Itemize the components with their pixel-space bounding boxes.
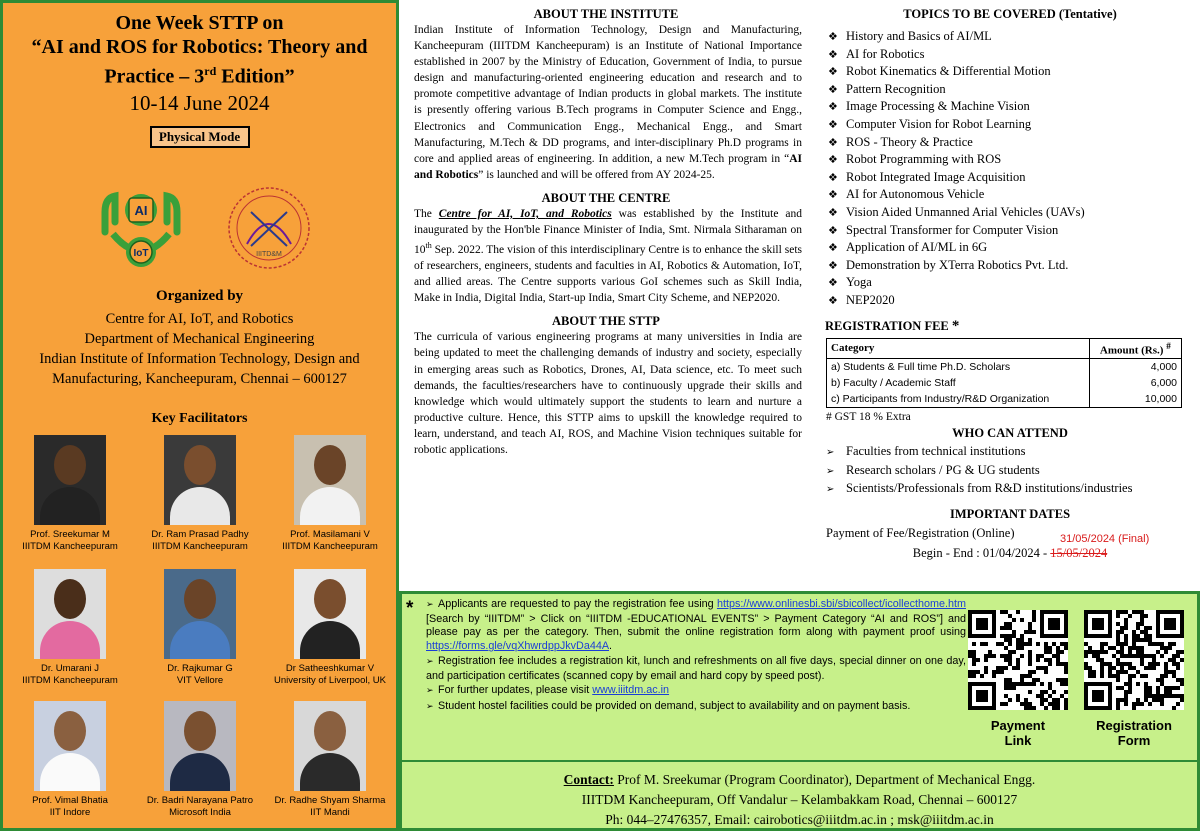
topic-item xyxy=(828,98,1200,116)
note-3-pre: For further updates, please visit xyxy=(438,684,593,697)
topic-item xyxy=(828,186,1200,204)
facilitator-card xyxy=(265,569,395,687)
ai-iot-logo xyxy=(95,182,187,274)
facilitator-photo xyxy=(34,701,106,791)
title-line-2: “AI and ROS for Robotics: Theory and xyxy=(31,36,368,58)
begin-end-text: Begin - End : 01/04/2024 - xyxy=(912,545,1051,560)
registration-qr-code[interactable] xyxy=(1084,610,1184,710)
facilitator-card xyxy=(135,435,265,553)
registration-form-label xyxy=(1084,718,1184,748)
fee-amount: 6,000 xyxy=(1089,375,1181,391)
fee-amount: 4,000 xyxy=(1089,359,1181,376)
topic-item xyxy=(828,46,1200,64)
facilitator-card xyxy=(135,569,265,687)
topic-item xyxy=(828,204,1200,222)
begin-end-line xyxy=(820,546,1200,561)
note-payment xyxy=(426,598,966,654)
left-panel xyxy=(0,0,399,831)
facilitator-photo xyxy=(164,435,236,525)
fee-amount: 10,000 xyxy=(1089,391,1181,408)
diamond-bullet-icon: ❖ xyxy=(828,100,838,114)
title-line-3-pre: Practice – 3 xyxy=(104,65,205,88)
diamond-bullet-icon: ❖ xyxy=(828,153,838,167)
logo-iiitdm-text: IIITD&M xyxy=(256,251,282,258)
fee-col-category: Category xyxy=(827,338,1090,359)
diamond-bullet-icon: ❖ xyxy=(828,276,838,290)
who-can-attend-list xyxy=(820,443,1200,499)
facilitator-card xyxy=(5,435,135,553)
topic-label: Pattern Recognition xyxy=(846,81,946,96)
notes-star: * xyxy=(406,598,414,619)
fee-row xyxy=(827,391,1182,408)
note-1-mid: [Search by “IIITDM” > Click on “IIITDM -EDUCATIONAL EVENTS” > Payment Category “AI and ROS”] and please pay as per the category. Then, submit the online registration form along with payment proof using xyxy=(426,612,966,639)
topic-label: Spectral Transformer for Computer Vision xyxy=(846,222,1059,237)
topic-label: NEP2020 xyxy=(846,292,895,307)
topic-item xyxy=(828,116,1200,134)
struck-date: 15/05/2024 xyxy=(1050,545,1108,560)
topic-label: Image Processing & Machine Vision xyxy=(846,99,1030,114)
diamond-bullet-icon: ❖ xyxy=(828,188,838,202)
facilitator-affiliation: IIITDM Kancheepuram xyxy=(22,675,118,686)
org-line-3: Indian Institute of Information Technology, Design and xyxy=(39,351,360,367)
diamond-bullet-icon: ❖ xyxy=(828,223,838,237)
payment-line-text: Payment of Fee/Registration (Online) xyxy=(826,525,1015,540)
topic-item xyxy=(828,81,1200,99)
contact-line-1 xyxy=(402,770,1197,790)
fee-category: a) Students & Full time Ph.D. Scholars xyxy=(831,361,1011,374)
logo-ai-text: AI xyxy=(134,203,148,218)
diamond-bullet-icon: ❖ xyxy=(828,241,838,255)
title-line-3-post: Edition” xyxy=(216,65,295,88)
arrow-icon: ➢ xyxy=(426,701,434,712)
fee-category: b) Faculty / Academic Staff xyxy=(831,377,956,390)
notes-section xyxy=(406,598,966,716)
attendee-item xyxy=(826,480,1200,499)
facilitator-card xyxy=(5,569,135,687)
about-centre-post: Sep. 2022. The vision of this interdisciplinary Centre is to enhance the skill sets of researchers, engineers, students and faculties in AI, Robotics & Automation, IoT, and allied areas. The Centre supports various GoI schemes such as Skill India, Make in India, Digital India, Start-up India, Smart City Scheme, and NEP2020. xyxy=(414,243,802,305)
title-line-3 xyxy=(3,59,396,89)
about-institute-heading: ABOUT THE INSTITUTE xyxy=(533,7,679,21)
topic-item xyxy=(828,239,1200,257)
facilitator-name: Dr. Badri Narayana Patro xyxy=(146,795,254,806)
topics-heading: TOPICS TO BE COVERED (Tentative) xyxy=(903,7,1117,21)
notes-list xyxy=(426,598,966,715)
payment-label-1: Payment xyxy=(990,718,1046,733)
event-dates: 10-14 June 2024 xyxy=(129,90,270,115)
about-centre-text xyxy=(404,206,808,306)
facilitator-name: Prof. Sreekumar M xyxy=(30,529,110,540)
about-institute-text xyxy=(404,22,808,183)
topic-item xyxy=(828,257,1200,275)
diamond-bullet-icon: ❖ xyxy=(828,30,838,43)
mode-badge: Physical Mode xyxy=(150,126,250,148)
topic-label: Vision Aided Unmanned Arial Vehicles (UAVs) xyxy=(846,204,1085,219)
topic-item xyxy=(828,134,1200,152)
organizer-details xyxy=(3,309,396,389)
facilitator-name: Dr Satheeshkumar V xyxy=(285,663,375,674)
registration-label-1: Registration xyxy=(1096,718,1172,733)
registration-fee-heading xyxy=(820,318,1200,335)
flyer-title xyxy=(3,11,396,89)
topic-item xyxy=(828,222,1200,240)
facilitator-affiliation: VIT Vellore xyxy=(176,675,224,686)
facilitator-card xyxy=(135,701,265,819)
topic-label: AI for Autonomous Vehicle xyxy=(846,187,985,202)
diamond-bullet-icon: ❖ xyxy=(828,293,838,307)
about-institute-bold: AI and Robotics xyxy=(414,152,802,181)
topic-item xyxy=(828,151,1200,169)
facilitator-name: Prof. Vimal Bhatia xyxy=(32,795,108,806)
payment-link-label xyxy=(968,718,1068,748)
fee-col-amount xyxy=(1089,338,1181,359)
diamond-bullet-icon: ❖ xyxy=(828,82,838,96)
fee-row xyxy=(827,359,1182,376)
about-sttp-heading: ABOUT THE STTP xyxy=(552,314,660,329)
facilitator-card xyxy=(5,701,135,819)
facilitator-card xyxy=(265,701,395,819)
sbi-collect-link[interactable]: https://www.onlinesbi.sbi/sbicollect/icollecthome.htm xyxy=(716,598,966,610)
facilitator-affiliation: IIITDM Kancheepuram xyxy=(22,541,118,552)
attendee-label: Research scholars / PG & UG students xyxy=(846,462,1040,477)
topic-label: History and Basics of AI/ML xyxy=(846,29,992,43)
facilitator-name: Dr. Umarani J xyxy=(40,663,100,674)
arrow-icon: ➢ xyxy=(826,465,835,477)
fee-col-amount-label: Amount (Rs.) xyxy=(1099,344,1164,357)
topic-item xyxy=(828,63,1200,81)
arrow-icon: ➢ xyxy=(826,447,835,459)
note-fee-includes xyxy=(426,655,966,683)
about-sttp-text: The curricula of various engineering programs at many universities in India are being updated to meet the challenging demands of industry and society, especially in emerging areas such as Robotics, Drones, AI, Data science, etc. To meet such demands, the faculties/researchers have to continuously upgrade their skills and knowledge which would ultimately support the students to learn and nurture a productive culture. Hence, this STTP aims to upskill the knowledge required to learn, understand, and teach AI, ROS, and Machine Vision techniques suitable for robotic applications. xyxy=(414,331,802,456)
about-institute-pre: Indian Institute of Information Technology, Design and Manufacturing, Kancheepuram (IIITDM Kancheepuram) is an Institute of National Importance established in 2007 by the Ministry of Education, Government of India, to pursue design and manufacturing-oriented engineering education and research and to promote competitive advantage of Indian products in global markets. The institute is presently offering various B.Tech programs in Computer Science and Engg., Electronics and Communication Engg., Mechanical Engg., and Smart Manufacturing, M.Tech & DD programs, and inter-disciplinary Ph.D programs in core and applied areas of engineering. In addition, a new M.Tech program in “ xyxy=(414,24,802,165)
gst-note: # GST 18 % Extra xyxy=(826,411,911,424)
contact-line-3: Ph: 044–27476357, Email: cairobotics@iiitdm.ac.in ; msk@iiitdm.ac.in xyxy=(605,812,994,827)
facilitator-affiliation: IIT Mandi xyxy=(310,807,350,818)
organized-by-heading: Organized by xyxy=(155,288,244,304)
topic-item xyxy=(828,169,1200,187)
topic-label: Robot Integrated Image Acquisition xyxy=(846,169,1026,184)
note-1-post: . xyxy=(609,640,613,653)
facilitator-photo xyxy=(34,435,106,525)
logos-row xyxy=(3,178,396,278)
facilitator-affiliation: IIT Indore xyxy=(49,807,91,818)
note-hostel xyxy=(426,700,966,715)
facilitator-name: Prof. Masilamani V xyxy=(290,529,370,540)
arrow-icon: ➢ xyxy=(426,656,434,667)
fee-table-body xyxy=(827,359,1182,408)
diamond-bullet-icon: ❖ xyxy=(828,258,838,272)
about-centre-pre: The xyxy=(414,207,439,220)
registration-fee-star: * xyxy=(951,317,960,334)
topic-label: Robot Kinematics & Differential Motion xyxy=(846,64,1051,79)
arrow-icon: ➢ xyxy=(426,686,434,697)
payment-date-line xyxy=(820,525,1200,545)
contact-line-2: IIITDM Kancheepuram, Off Vandalur – Kelambakkam Road, Chennai – 600127 xyxy=(581,792,1018,807)
about-centre-heading: ABOUT THE CENTRE xyxy=(541,190,671,205)
topic-label: Application of AI/ML in 6G xyxy=(846,240,988,255)
facilitator-name: Dr. Rajkumar G xyxy=(167,663,233,674)
facilitator-affiliation: IIITDM Kancheepuram xyxy=(282,541,378,552)
final-date: 31/05/2024 (Final) xyxy=(1060,532,1150,545)
contact-label: Contact: xyxy=(563,772,614,787)
iiitdm-website-link[interactable]: www.iiitdm.ac.in xyxy=(592,684,670,697)
facilitator-photo xyxy=(294,701,366,791)
attendee-item xyxy=(826,462,1200,481)
fee-col-amount-mark: # xyxy=(1166,340,1171,351)
fee-row xyxy=(827,375,1182,391)
topic-item xyxy=(828,292,1200,310)
facilitator-photo xyxy=(164,569,236,659)
fee-table-header xyxy=(827,338,1182,359)
who-can-attend-heading: WHO CAN ATTEND xyxy=(952,426,1068,441)
org-line-4: Manufacturing, Kancheepuram, Chennai – 600127 xyxy=(52,371,347,387)
facilitator-photo xyxy=(164,701,236,791)
payment-qr-code[interactable] xyxy=(968,610,1068,710)
contact-line-1-text: Prof M. Sreekumar (Program Coordinator), Department of Mechanical Engg. xyxy=(613,772,1036,787)
diamond-bullet-icon: ❖ xyxy=(828,135,838,149)
facilitator-photo xyxy=(294,435,366,525)
attendee-label: Scientists/Professionals from R&D institutions/industries xyxy=(846,481,1133,496)
facilitator-photo xyxy=(34,569,106,659)
facilitator-card xyxy=(265,435,395,553)
attendee-label: Faculties from technical institutions xyxy=(846,444,1026,459)
fee-category: c) Participants from Industry/R&D Organization xyxy=(831,393,1050,406)
facilitator-photo xyxy=(294,569,366,659)
diamond-bullet-icon: ❖ xyxy=(828,117,838,131)
diamond-bullet-icon: ❖ xyxy=(828,47,838,61)
topic-label: Computer Vision for Robot Learning xyxy=(846,116,1032,131)
contact-section xyxy=(402,760,1197,830)
facilitator-name: Dr. Ram Prasad Padhy xyxy=(151,529,249,540)
fee-table xyxy=(826,338,1182,409)
iiitdm-logo xyxy=(225,184,313,272)
diamond-bullet-icon: ❖ xyxy=(828,170,838,184)
important-dates-heading: IMPORTANT DATES xyxy=(949,506,1071,521)
diamond-bullet-icon: ❖ xyxy=(828,65,838,79)
title-line-3-sup: rd xyxy=(204,64,217,78)
about-centre-bold: Centre for AI, IoT, and Robotics xyxy=(438,207,612,220)
note-2-text: Registration fee includes a registration kit, lunch and refreshments on all five days, special dinner on one day, and participation certificates (scanned copy by email and hard copy by speed post). xyxy=(426,654,966,682)
facilitator-name: Dr. Radhe Shyam Sharma xyxy=(274,795,386,806)
registration-fee-title: REGISTRATION FEE xyxy=(825,318,949,333)
right-column xyxy=(820,0,1200,591)
arrow-icon: ➢ xyxy=(826,484,835,496)
topics-list xyxy=(820,28,1200,310)
registration-form-link[interactable]: https://forms.gle/vqXhwrdppJkvDa44A xyxy=(426,640,610,653)
topic-label: Yoga xyxy=(846,275,872,290)
note-4-text: Student hostel facilities could be provided on demand, subject to availability and on payment basis. xyxy=(438,699,911,712)
topic-label: AI for Robotics xyxy=(846,46,925,61)
topic-label: Robot Programming with ROS xyxy=(846,152,1002,167)
arrow-icon: ➢ xyxy=(426,600,434,610)
facilitator-affiliation: University of Liverpool, UK xyxy=(274,675,386,686)
about-centre-mid: was established by the Institute and inaugurated by the Hon'ble Finance Minister of India, Smt. Nirmala Sitharaman on 10 xyxy=(414,207,802,256)
topic-item xyxy=(828,28,1200,46)
payment-label-2: Link xyxy=(1004,733,1032,748)
bottom-panel xyxy=(399,591,1200,831)
registration-label-2: Form xyxy=(1117,733,1151,748)
key-facilitators-heading: Key Facilitators xyxy=(151,411,248,426)
about-centre-sup: th xyxy=(425,241,432,251)
about-institute-post: ” is launched and will be offered from AY 2024-25. xyxy=(478,168,715,181)
org-line-1: Centre for AI, IoT, and Robotics xyxy=(105,311,294,327)
topic-item xyxy=(828,274,1200,292)
attendee-item xyxy=(826,443,1200,462)
topic-label: ROS - Theory & Practice xyxy=(846,134,973,149)
logo-iot-text: IoT xyxy=(133,248,149,259)
title-line-1: One Week STTP on xyxy=(115,12,284,34)
note-1-pre: Applicants are requested to pay the registration fee using xyxy=(438,598,717,610)
topic-label: Demonstration by XTerra Robotics Pvt. Ltd. xyxy=(846,257,1069,272)
facilitator-affiliation: Microsoft India xyxy=(169,807,231,818)
org-line-2: Department of Mechanical Engineering xyxy=(84,331,315,347)
facilitator-affiliation: IIITDM Kancheepuram xyxy=(152,541,248,552)
middle-column xyxy=(404,0,808,591)
diamond-bullet-icon: ❖ xyxy=(828,205,838,219)
note-updates xyxy=(426,684,966,699)
